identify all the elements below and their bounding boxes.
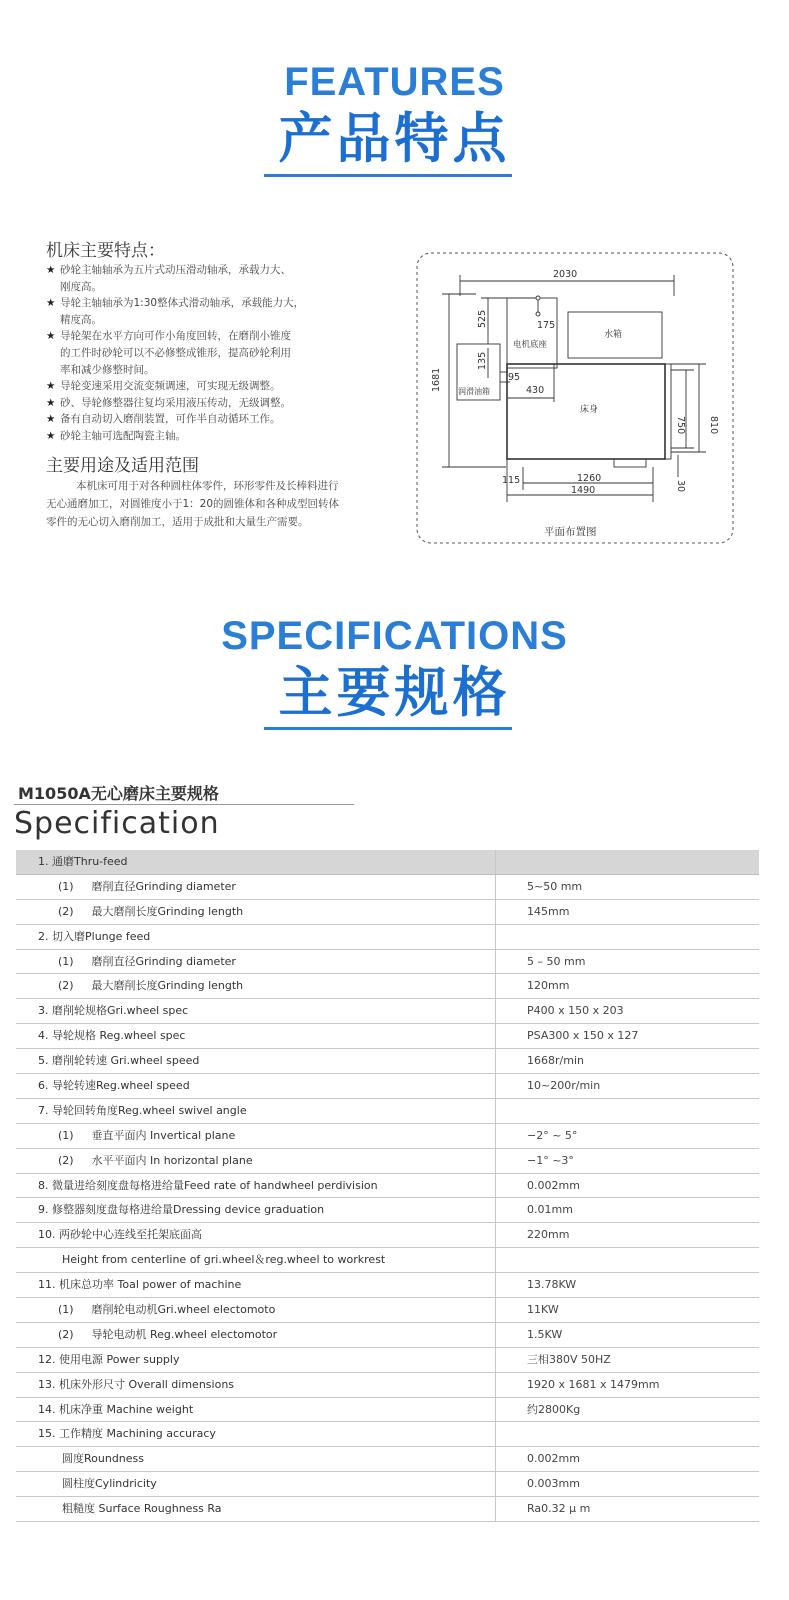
spec-label-cell xyxy=(16,1422,496,1446)
spec-label: 切入磨Plunge feed xyxy=(52,929,151,943)
spec-value: 120mm xyxy=(527,979,570,993)
spec-row-number: (2) xyxy=(58,979,74,993)
feature-item-line: 的工件时砂轮可以不必修整成锥形，提高砂轮利用 xyxy=(60,346,291,359)
feature-item xyxy=(46,328,356,378)
feature-item xyxy=(46,378,356,395)
specs-title-zh: 主要规格 xyxy=(278,661,511,724)
spec-label-cell xyxy=(16,875,496,899)
spec-row xyxy=(16,850,759,875)
spec-value: 1.5KW xyxy=(527,1327,563,1341)
feature-item-line: 刚度高。 xyxy=(60,280,102,293)
spec-label-cell xyxy=(16,1024,496,1048)
feature-item-line: 导轮架在水平方向可作小角度回转，在磨削小锥度 xyxy=(60,330,291,343)
feature-item-line: 备有自动切入磨削装置，可作半自动循环工作。 xyxy=(60,413,281,426)
usage-body: 本机床可用于对各种圆柱体零件，环形零件及长棒料进行无心通磨加工，对圆锥度小于1：20的圆锥体和各种成型回转体零件的无心切入磨削加工，适用于成批和大量生产需要。 xyxy=(46,480,340,528)
spec-value: 220mm xyxy=(527,1228,570,1242)
spec-row-number: 12. xyxy=(38,1352,56,1366)
spec-label-cell xyxy=(16,1248,496,1272)
spec-label: 磨削轮规格Gri.wheel spec xyxy=(52,1004,189,1018)
spec-label: 圆度Roundness xyxy=(62,1452,145,1466)
spec-row-number: (1) xyxy=(58,1303,74,1317)
spec-row xyxy=(16,1497,759,1522)
feature-item xyxy=(46,411,356,428)
spec-row xyxy=(16,1248,759,1273)
motor-base-box xyxy=(507,298,557,368)
spec-label: 磨削直径Grinding diameter xyxy=(91,954,236,968)
dim-1260-label: 1260 xyxy=(577,473,602,484)
spec-label-cell xyxy=(16,1149,496,1173)
spec-row-number: 8. xyxy=(38,1178,49,1192)
star-icon: ★ xyxy=(46,396,56,409)
spec-label: 导轮回转角度Reg.wheel swivel angle xyxy=(52,1103,247,1117)
spec-row xyxy=(16,950,759,975)
spec-label-cell xyxy=(16,1198,496,1222)
dim-810-label: 810 xyxy=(708,416,719,435)
spec-label-cell xyxy=(16,1447,496,1471)
features-main-title: 机床主要特点： xyxy=(46,241,165,261)
dim-95-label: 95 xyxy=(508,372,521,383)
spec-row xyxy=(16,1099,759,1124)
spec-label-cell xyxy=(16,925,496,949)
star-icon: ★ xyxy=(46,330,56,343)
spec-row-number: 3. xyxy=(38,1004,49,1018)
spec-row-number: 13. xyxy=(38,1377,56,1391)
spec-row-number: 11. xyxy=(38,1278,56,1292)
spec-value: P400 x 150 x 203 xyxy=(527,1004,624,1018)
spec-row xyxy=(16,1223,759,1248)
spec-row xyxy=(16,925,759,950)
spec-label: 圆柱度Cylindricity xyxy=(62,1477,157,1491)
spec-label: Height from centerline of gri.wheel＆reg.wheel to workrest xyxy=(62,1253,386,1267)
motor-base-label: 电机底座 xyxy=(513,340,548,350)
spec-value: Ra0.32 μ m xyxy=(527,1502,591,1516)
floor-plan-diagram xyxy=(416,252,734,544)
spec-row-number: 1. xyxy=(38,855,49,868)
spec-row xyxy=(16,1024,759,1049)
feature-item xyxy=(46,395,356,412)
spec-label-cell xyxy=(16,1348,496,1372)
star-icon: ★ xyxy=(46,380,56,393)
spec-label: 使用电源 Power supply xyxy=(59,1352,180,1366)
spec-row-number: (1) xyxy=(58,1128,74,1142)
spec-label: 导轮转速Reg.wheel speed xyxy=(52,1079,190,1093)
star-icon: ★ xyxy=(46,297,56,310)
spec-label: 磨削轮电动机Gri.wheel electomoto xyxy=(91,1303,276,1317)
spec-value: −1° ~3° xyxy=(527,1153,574,1167)
spec-label: 两砂轮中心连线至托架底面高 xyxy=(59,1228,202,1242)
spec-label: 修整器刻度盘每格进给量Dressing device graduation xyxy=(52,1203,325,1217)
features-title-en: FEATURES xyxy=(284,60,505,104)
dim-750-label: 750 xyxy=(675,416,686,435)
spec-row xyxy=(16,1373,759,1398)
spec-label: 垂直平面内 Invertical plane xyxy=(91,1128,236,1142)
spec-label: 磨削轮转速 Gri.wheel speed xyxy=(52,1054,200,1068)
spec-row xyxy=(16,1149,759,1174)
spec-value: 0.01mm xyxy=(527,1203,573,1217)
spec-row-number: (2) xyxy=(58,904,74,918)
spec-value: 1668r/min xyxy=(527,1054,584,1068)
spec-label-cell xyxy=(16,1323,496,1347)
spec-value: 145mm xyxy=(527,904,570,918)
spec-label-cell xyxy=(16,1497,496,1521)
dim-135-label: 135 xyxy=(477,351,488,370)
dim-1490-label: 1490 xyxy=(571,485,596,496)
spec-row-number: 6. xyxy=(38,1079,49,1093)
spec-row-number: 15. xyxy=(38,1427,56,1441)
dim-430-label: 430 xyxy=(526,385,545,396)
spec-value: 0.003mm xyxy=(527,1477,580,1491)
spec-label: 最大磨削长度Grinding length xyxy=(91,904,244,918)
spec-label-cell xyxy=(16,1049,496,1073)
spec-row xyxy=(16,1198,759,1223)
diagram-caption: 平面布置图 xyxy=(544,526,597,538)
spec-row-number: 4. xyxy=(38,1029,49,1043)
spec-label: 导轮规格 Reg.wheel spec xyxy=(52,1029,186,1043)
spec-value: 0.002mm xyxy=(527,1452,580,1466)
spec-row xyxy=(16,1323,759,1348)
features-title-zh: 产品特点 xyxy=(278,107,511,170)
spec-label: 微量进给刻度盘每格进给量Feed rate of handwheel perdivision xyxy=(52,1178,378,1192)
star-icon: ★ xyxy=(46,429,56,442)
spec-value: 13.78KW xyxy=(527,1278,577,1292)
spec-value: 10~200r/min xyxy=(527,1079,601,1093)
spec-value: 11KW xyxy=(527,1303,559,1317)
feature-item xyxy=(46,295,356,328)
spec-row xyxy=(16,1298,759,1323)
spec-label: 水平平面内 In horizontal plane xyxy=(91,1153,253,1167)
spec-label-cell xyxy=(16,1099,496,1123)
spec-label-cell xyxy=(16,974,496,998)
feature-item-line: 导轮主轴轴承为1:30整体式滑动轴承，承载能力大， xyxy=(60,297,305,310)
spec-row-number: 7. xyxy=(38,1103,49,1117)
feature-item-line: 精度高。 xyxy=(60,313,102,326)
spec-label-cell xyxy=(16,1174,496,1198)
feature-item xyxy=(46,428,356,445)
feature-item-line: 率和减少修整时间。 xyxy=(60,363,155,376)
spec-label: 导轮电动机 Reg.wheel electomotor xyxy=(91,1327,278,1341)
features-section-header xyxy=(0,58,789,172)
spec-heading-divider xyxy=(14,804,354,805)
spec-row xyxy=(16,875,759,900)
spec-label-cell xyxy=(16,1074,496,1098)
spec-row-number: 9. xyxy=(38,1203,49,1217)
spec-row xyxy=(16,1348,759,1373)
spec-row-number: (2) xyxy=(58,1153,74,1167)
spec-label-cell xyxy=(16,1298,496,1322)
star-icon: ★ xyxy=(46,413,56,426)
spec-label: 机床外形尺寸 Overall dimensions xyxy=(59,1377,235,1391)
dim-525-label: 525 xyxy=(477,309,488,328)
spec-label: 通磨Thru-feed xyxy=(52,855,128,868)
spec-row-number: 14. xyxy=(38,1402,56,1416)
dim-115-label: 115 xyxy=(502,475,521,486)
specs-section-header xyxy=(0,612,789,726)
oil-tank-label: 润滑油箱 xyxy=(458,387,490,396)
dim-175-label: 175 xyxy=(537,320,556,331)
spec-label-cell xyxy=(16,1472,496,1496)
spec-row-number: 2. xyxy=(38,929,49,943)
spec-label: 机床净重 Machine weight xyxy=(59,1402,194,1416)
spec-label-cell xyxy=(16,1398,496,1422)
star-icon: ★ xyxy=(46,264,56,276)
feature-item xyxy=(46,262,356,295)
spec-value: 三相380V 50HZ xyxy=(527,1352,611,1366)
spec-row xyxy=(16,900,759,925)
spec-row xyxy=(16,999,759,1024)
spec-label: 磨削直径Grinding diameter xyxy=(91,879,236,893)
features-list xyxy=(46,262,356,445)
spec-row-number: (1) xyxy=(58,954,74,968)
spec-row-number: 5. xyxy=(38,1054,49,1068)
spec-value: 约2800Kg xyxy=(527,1402,581,1416)
feature-item-line: 砂轮主轴可选配陶瓷主轴。 xyxy=(60,429,186,442)
spec-value: −2° ~ 5° xyxy=(527,1128,578,1142)
spec-table xyxy=(16,850,759,1522)
specs-title-underline xyxy=(264,727,512,730)
feature-item-line: 砂、导轮修整器往复均采用液压传动，无级调整。 xyxy=(60,396,291,409)
spec-label: 粗糙度 Surface Roughness Ra xyxy=(62,1502,222,1516)
spec-row xyxy=(16,1422,759,1447)
spec-label: 最大磨削长度Grinding length xyxy=(91,979,244,993)
spec-value: PSA300 x 150 x 127 xyxy=(527,1029,639,1043)
specs-title-en: SPECIFICATIONS xyxy=(221,614,568,658)
spec-label-cell xyxy=(16,850,496,874)
spec-row xyxy=(16,1174,759,1199)
dim-30-label: 30 xyxy=(675,480,686,493)
spec-label-cell xyxy=(16,1273,496,1297)
dim-1681-label: 1681 xyxy=(431,367,442,392)
spec-label-cell xyxy=(16,999,496,1023)
spec-value: 1920 x 1681 x 1479mm xyxy=(527,1377,660,1391)
spec-label-cell xyxy=(16,900,496,924)
water-tank-label: 水箱 xyxy=(604,330,623,340)
spec-label-cell xyxy=(16,1223,496,1247)
spec-row-number: 10. xyxy=(38,1228,56,1242)
spec-row-number: (1) xyxy=(58,879,74,893)
usage-title: 主要用途及适用范围 xyxy=(46,456,199,476)
spec-table-subheading: Specification xyxy=(14,806,220,841)
spec-row xyxy=(16,1074,759,1099)
spec-value: 5 – 50 mm xyxy=(527,954,586,968)
spec-row xyxy=(16,1049,759,1074)
spec-row xyxy=(16,1447,759,1472)
spec-value: 0.002mm xyxy=(527,1178,580,1192)
spec-row xyxy=(16,1273,759,1298)
spec-row xyxy=(16,974,759,999)
spec-label: 机床总功率 Toal power of machine xyxy=(59,1278,242,1292)
spec-row-number: (2) xyxy=(58,1327,74,1341)
feature-item-line: 砂轮主轴轴承为五片式动压滑动轴承，承载力大、 xyxy=(60,264,291,276)
spec-row xyxy=(16,1398,759,1423)
spec-label-cell xyxy=(16,1373,496,1397)
spec-row xyxy=(16,1472,759,1497)
spec-label-cell xyxy=(16,950,496,974)
dim-2030-label: 2030 xyxy=(553,269,578,280)
machine-bed-label: 床身 xyxy=(580,405,599,415)
spec-table-heading: M1050A无心磨床主要规格 xyxy=(18,784,219,803)
spec-value: 5~50 mm xyxy=(527,879,583,893)
spec-row xyxy=(16,1124,759,1149)
spec-label: 工作精度 Machining accuracy xyxy=(59,1427,216,1441)
features-title-underline xyxy=(264,174,512,177)
spec-label-cell xyxy=(16,1124,496,1148)
feature-item-line: 导轮变速采用交流变频调速，可实现无级调整。 xyxy=(60,380,281,393)
